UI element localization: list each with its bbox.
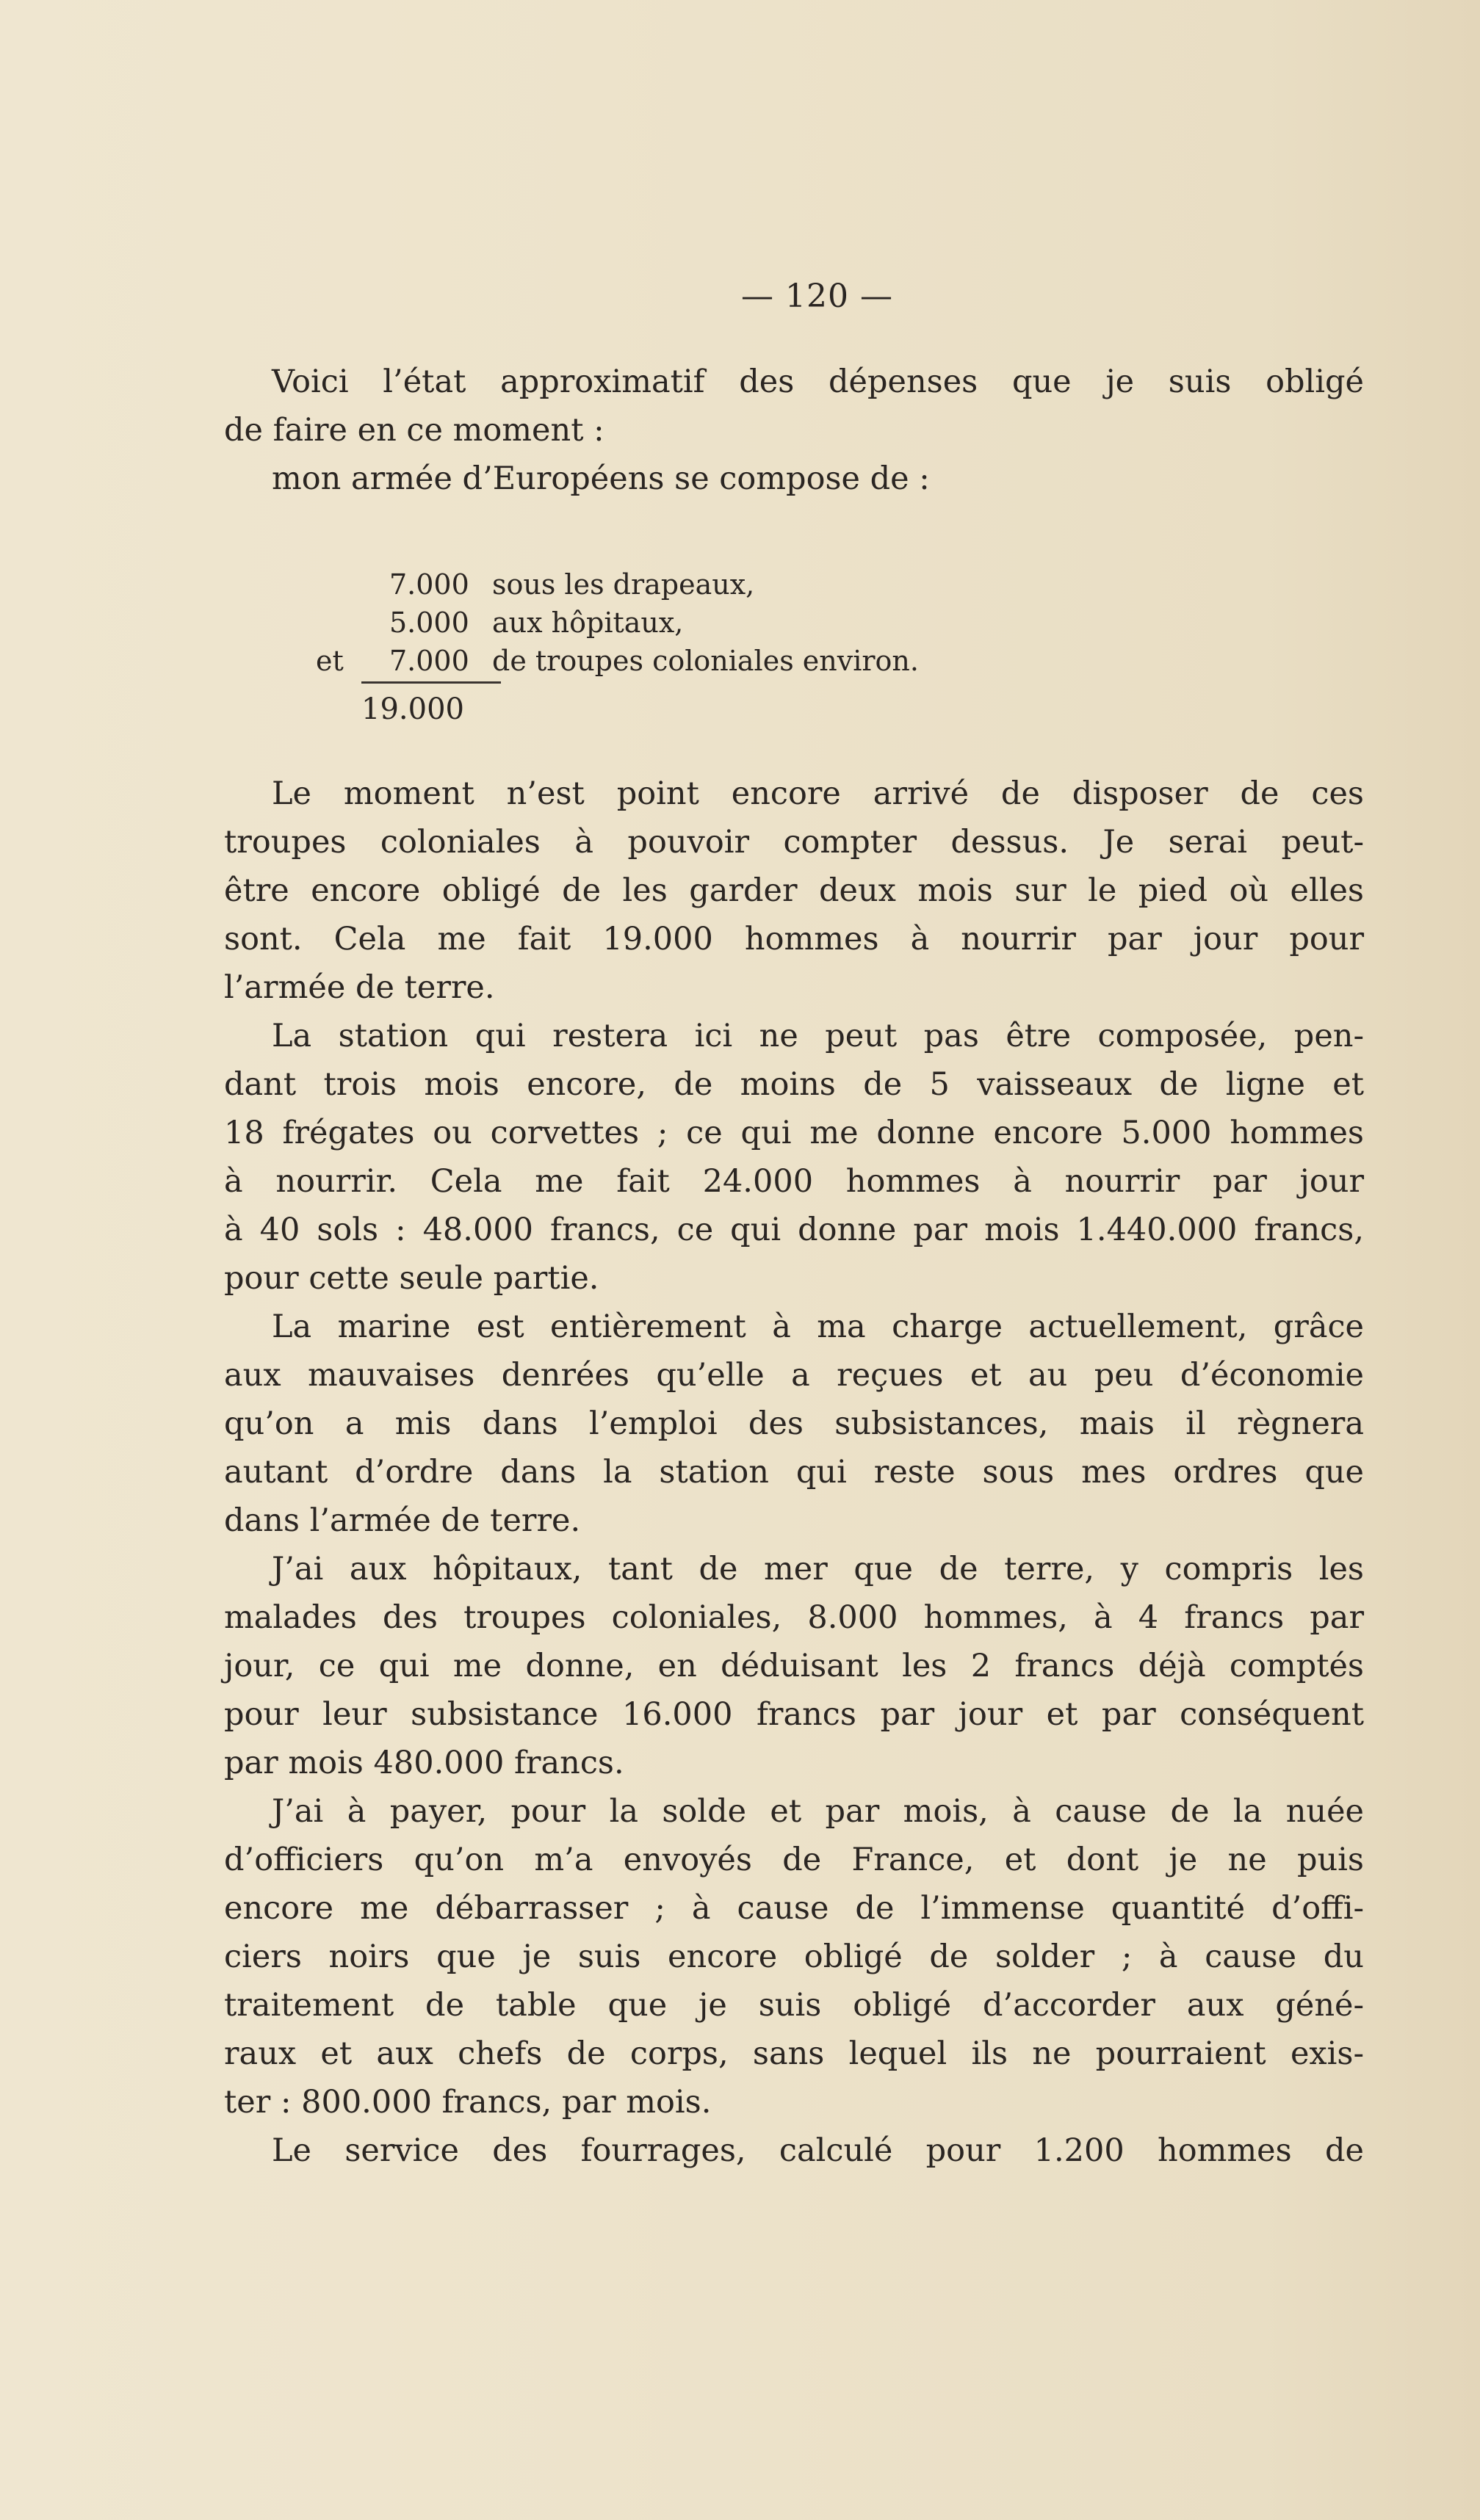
sum-rule-divider: [361, 681, 501, 684]
text-line: sont. Cela me fait 19.000 hommes à nourrir par jour pour: [224, 921, 1364, 957]
tally-label: aux hôpitaux,: [492, 607, 684, 639]
paragraph-hospitals: [224, 1545, 1364, 1787]
text-line: l’armée de terre.: [224, 969, 495, 1006]
text-line: de faire en ce moment :: [224, 412, 604, 449]
tally-row: [316, 642, 919, 680]
tally-prefix: [316, 565, 389, 604]
text-line: ciers noirs que je suis encore obligé de solder ; à cause du: [224, 1938, 1364, 1975]
text-line: J’ai à payer, pour la solde et par mois, à cause de la nuée: [272, 1793, 1364, 1830]
paragraph-fodder: [224, 2126, 1364, 2175]
paragraph-station: [224, 1012, 1364, 1303]
tally-prefix: [316, 604, 389, 642]
text-line: raux et aux chefs de corps, sans lequel ils ne pourraient exis-: [224, 2035, 1364, 2072]
paragraph-pay: [224, 1787, 1364, 2126]
tally-label: sous les drapeaux,: [492, 568, 755, 601]
tally-value: 7.000: [389, 645, 469, 677]
text-line: pour cette seule partie.: [224, 1260, 599, 1297]
tally-label: de troupes coloniales environ.: [492, 645, 919, 677]
text-line: troupes coloniales à pouvoir compter dessus. Je serai peut-: [224, 824, 1364, 861]
text-line: malades des troupes coloniales, 8.000 hommes, à 4 francs par: [224, 1599, 1364, 1636]
tally-row: [316, 604, 919, 642]
tally-prefix: et: [316, 645, 344, 677]
text-line: qu’on a mis dans l’emploi des subsistances, mais il règnera: [224, 1405, 1364, 1442]
text-line: être encore obligé de les garder deux mois sur le pied où elles: [224, 872, 1364, 909]
paragraph-troops: [224, 770, 1364, 1012]
paragraph-marine: [224, 1303, 1364, 1545]
text-line: mon armée d’Européens se compose de :: [272, 460, 930, 497]
text-line: La marine est entièrement à ma charge actuellement, grâce: [272, 1308, 1364, 1345]
text-line: Le service des fourrages, calculé pour 1.200 hommes de: [272, 2132, 1364, 2169]
text-line: Voici l’état approximatif des dépenses que je suis obligé: [272, 363, 1364, 400]
text-line: ter : 800.000 francs, par mois.: [224, 2084, 712, 2121]
troop-tally: [316, 565, 919, 680]
intro-paragraph: [224, 358, 1364, 503]
text-line: autant d’ordre dans la station qui reste sous mes ordres que: [224, 1454, 1364, 1491]
text-line: à nourrir. Cela me fait 24.000 hommes à nourrir par jour: [224, 1163, 1364, 1200]
text-line: 18 frégates ou corvettes ; ce qui me donne encore 5.000 hommes: [224, 1115, 1364, 1151]
text-line: La station qui restera ici ne peut pas être composée, pen-: [272, 1018, 1364, 1054]
text-line: encore me débarrasser ; à cause de l’immense quantité d’offi-: [224, 1890, 1364, 1927]
tally-total: 19.000: [361, 692, 464, 726]
text-line: à 40 sols : 48.000 francs, ce qui donne par mois 1.440.000 francs,: [224, 1212, 1364, 1248]
text-line: traitement de table que je suis obligé d’accorder aux géné-: [224, 1987, 1364, 2024]
text-line: d’officiers qu’on m’a envoyés de France, et dont je ne puis: [224, 1842, 1364, 1878]
text-line: dant trois mois encore, de moins de 5 vaisseaux de ligne et: [224, 1066, 1364, 1103]
page-number: — 120 —: [741, 278, 893, 315]
text-line: Le moment n’est point encore arrivé de disposer de ces: [272, 775, 1364, 812]
text-line: par mois 480.000 francs.: [224, 1745, 624, 1781]
tally-value: 5.000: [389, 607, 469, 639]
body-text: [224, 770, 1364, 2175]
tally-value: 7.000: [389, 568, 469, 601]
text-line: dans l’armée de terre.: [224, 1502, 581, 1539]
tally-row: [316, 565, 919, 604]
text-line: J’ai aux hôpitaux, tant de mer que de terre, y compris les: [272, 1551, 1364, 1587]
text-line: jour, ce qui me donne, en déduisant les 2 francs déjà comptés: [224, 1648, 1364, 1684]
text-line: pour leur subsistance 16.000 francs par jour et par conséquent: [224, 1696, 1364, 1733]
text-line: aux mauvaises denrées qu’elle a reçues et au peu d’économie: [224, 1357, 1364, 1394]
